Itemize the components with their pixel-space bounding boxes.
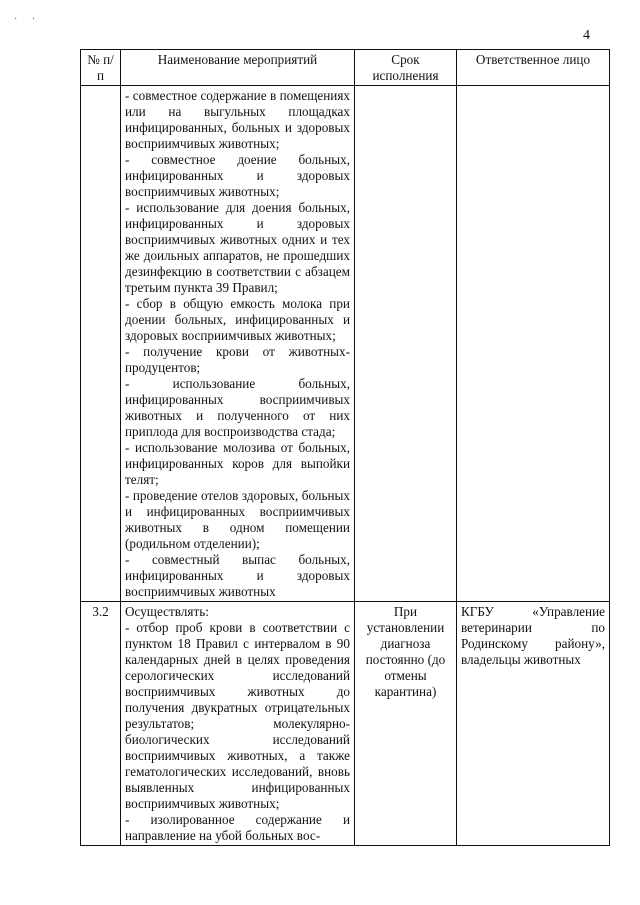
row-term (355, 86, 457, 602)
measures-table (80, 49, 610, 846)
row-num: 3.2 (81, 602, 121, 846)
list-item: - совместный выпас больных, инфицированных и здоровых восприимчивых животных (125, 552, 350, 599)
list-item: - получение крови от животных-продуцентов; (125, 344, 350, 375)
list-item: Осуществлять: (125, 604, 209, 619)
row-actions (121, 602, 355, 846)
list-item: - использование молозива от больных, инфицированных коров для выпойки телят; (125, 440, 350, 487)
table-header-row (81, 50, 610, 86)
header-name: Наименование мероприятий (121, 50, 355, 86)
header-num: № п/п (81, 50, 121, 86)
list-item: - сбор в общую емкость молока при доении больных, инфицированных и здоровых восприимчивых животных; (125, 296, 350, 343)
corner-mark: · · (14, 14, 42, 25)
row-num (81, 86, 121, 602)
list-item: - отбор проб крови в соответствии с пунктом 18 Правил с интервалом в 90 календарных дней в целях проведения серологических исследований восприимчивых животных до получения двукратных отрицательных результатов; молекулярно-биологических исследований восприимчивых животных, а также гематологических исследований, вновь выявленных инфицированных восприимчивых животных; (125, 620, 350, 811)
list-item: - изолированное содержание и направление на убой больных вос- (125, 812, 350, 843)
list-item: - совместное содержание в помещениях или на выгульных площадках инфицированных, больных и здоровых восприимчивых животных; (125, 88, 350, 151)
list-item: - проведение отелов здоровых, больных и инфицированных восприимчивых животных в одном помещении (родильном отделении); (125, 488, 350, 551)
row-responsible (457, 86, 610, 602)
list-item: - совместное доение больных, инфицированных и здоровых восприимчивых животных; (125, 152, 350, 199)
page-number: 4 (583, 28, 590, 43)
table-row (81, 86, 610, 602)
list-item: - использование больных, инфицированных восприимчивых животных и полученного от них приплода для воспроизводства стада; (125, 376, 350, 439)
row-responsible: КГБУ «Управление ветеринарии по Родинскому району», владельцы животных (457, 602, 610, 846)
header-term: Срок исполнения (355, 50, 457, 86)
row-actions (121, 86, 355, 602)
table-row (81, 602, 610, 846)
header-responsible: Ответственное лицо (457, 50, 610, 86)
list-item: - использование для доения больных, инфицированных и здоровых восприимчивых животных одних и тех же доильных аппаратов, не прошедших дезинфекцию в соответствии с абзацем третьим пункта 39 Правил; (125, 200, 350, 295)
row-term: При установлении диагноза постоянно (до отмены карантина) (355, 602, 457, 846)
